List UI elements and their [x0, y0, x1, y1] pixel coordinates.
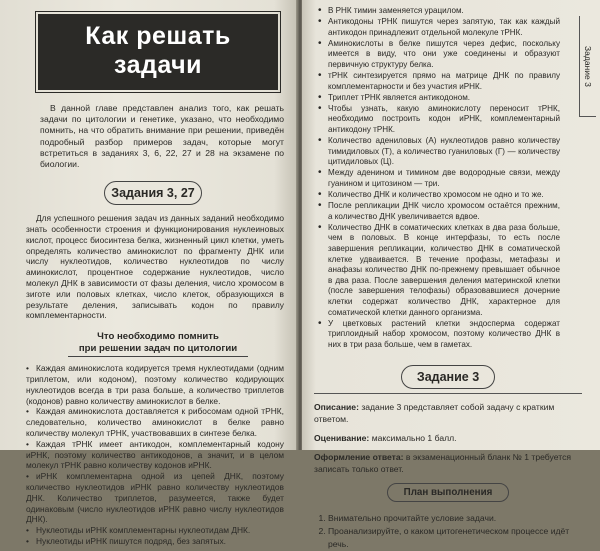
score-field: [314, 432, 582, 444]
fact-item: • тРНК синтезируется прямо на матрице ДНК по правилу комплементарности и без участия иРНК.: [328, 71, 560, 92]
fact-item: • Количество ДНК и количество хромосом не одно и то же.: [328, 190, 560, 201]
divider: [314, 393, 582, 394]
step-item: 1. Внимательно прочитайте условие задачи.: [328, 512, 582, 525]
rules-list: [22, 363, 284, 547]
fact-item: • Количество адениловых (А) нуклеотидов равно количеству тимидиловых (Т), а количество гуаниловых (Г) — количеству цитидиловых (Ц).: [328, 136, 560, 168]
fact-item: • В РНК тимин заменяется урацилом.: [328, 6, 560, 17]
remember-subheading: [68, 331, 248, 357]
intro-paragraph: В данной главе представлен анализ того, как решать задачи по цитологии и генетике, указано, что необходимо помнить, на что обратить внимание при решении, приведён подробный разбор примеров задач, которые могут встретиться в заданиях 3, 6, 22, 27 и 28 на экзамене по биологии.: [40, 103, 284, 170]
chapter-title: Как решать задачи: [38, 14, 278, 90]
description-field: [314, 401, 582, 425]
subheading-line-1: Что необходимо помнить: [97, 331, 219, 343]
fact-item: • Между аденином и тимином две водородные связи, между гуанином и цитозином — три.: [328, 168, 560, 189]
fact-item: • Антикодоны тРНК пишутся через запятую, так как каждый антикодон принадлежит отдельной молекуле тРНК.: [328, 17, 560, 38]
description-text: задание 3 представляет собой задачу с кратким ответом.: [314, 401, 555, 424]
fact-item: • У цветковых растений клетки эндосперма содержат триплоидный набор хромосом, поэтому количество ДНК в них в три раза больше, чем в гаметах.: [328, 319, 560, 351]
score-label: Оценивание:: [314, 432, 370, 443]
fact-item: • Триплет тРНК является антикодоном.: [328, 93, 560, 104]
section-title-pill: Задания 3, 27: [104, 181, 202, 205]
task-title-pill: Задание 3: [401, 365, 495, 389]
fact-item: • Количество ДНК в соматических клетках в два раза больше, чем в половых. В конце интерфазы, то есть после завершения репликации, количество ДНК в соматической клетке удваивается. В течение профазы, метафазы и анафазы количество ДНК по-прежнему превышает обычное в два раза. После завершения деления материнской клетки (после завершения телофазы) образовавшиеся дочерние клетки содержат количество ДНК, характерное для соматической клетки данного организма.: [328, 223, 560, 318]
fact-item: • Чтобы узнать, какую аминокислоту переносит тРНК, необходимо построить кодон иРНК, комплементарный антикодону тРНК.: [328, 104, 560, 136]
facts-list: [314, 6, 560, 351]
rule-item: • Нуклеотиды иРНК пишутся подряд, без запятых.: [26, 536, 284, 547]
right-page: [302, 0, 600, 549]
subheading-line-2: при решении задач по цитологии: [78, 342, 238, 354]
step-item: 2. Проанализируйте, о каком цитогенетическом процессе идёт речь.: [328, 525, 582, 551]
score-text: максимально 1 балл.: [371, 432, 457, 443]
description-label: Описание:: [314, 401, 359, 412]
steps-list: [314, 512, 582, 551]
format-field: [314, 451, 582, 475]
section-paragraph: Для успешного решения задач из данных заданий необходимо знать особенности строения и функционирования нуклеиновых кислот, процесс биосинтеза белка, жизненный цикл клетки, уметь определять количество аминокислот по фрагменту ДНК или числу нуклеотидов, количество нуклеотидов по числу аминокислот, процентное содержание нуклеотидов, число молекул ДНК в зависимости от фазы деления, число хромосом в зиготе или половых клетках, число клеток, образующихся в результате деления, записывать кодон по правилу комплементарности.: [26, 213, 284, 321]
format-text: в экзаменационный бланк № 1 требуется записать только ответ.: [314, 451, 572, 474]
plan-title-pill: План выполнения: [387, 483, 509, 502]
rule-item: • Каждая аминокислота доставляется к рибосомам одной тРНК, следовательно, количество аминокислот в белке равно количеству молекул тРНК, участвовавших в синтезе белка.: [26, 406, 284, 438]
left-page: [0, 0, 298, 546]
side-tab-label: Задание 3: [579, 16, 596, 117]
format-label: Оформление ответа:: [314, 451, 404, 462]
rule-item: • иРНК комплементарна одной из цепей ДНК, поэтому количество нуклеотидов иРНК равно количеству нуклеотидов ДНК. Количество триплетов, разумеется, также будет одинаковым (число нуклеотидов иРНК равно числу нуклеотидов ДНК).: [26, 471, 284, 525]
rule-item: • Нуклеотиды иРНК комплементарны нуклеотидам ДНК.: [26, 525, 284, 536]
fact-item: • Аминокислоты в белке пишутся через дефис, поскольку имеется в виду, что они уже соединены и образуют первичную структуру белка.: [328, 39, 560, 71]
fact-item: • После репликации ДНК число хромосом остаётся прежним, а количество ДНК увеличивается вдвое.: [328, 201, 560, 222]
rule-item: • Каждая тРНК имеет антикодон, комплементарный кодону иРНК, поэтому количество антикодонов, а значит, и в целом молекул тРНК равно количеству кодонов иРНК.: [26, 439, 284, 471]
rule-item: • Каждая аминокислота кодируется тремя нуклеотидами (одним триплетом, или кодоном), поэтому количество кодирующих нуклеотидов всегда в три раза больше, а количество триплетов (кодонов) равно количеству аминокислот в белке.: [26, 363, 284, 406]
